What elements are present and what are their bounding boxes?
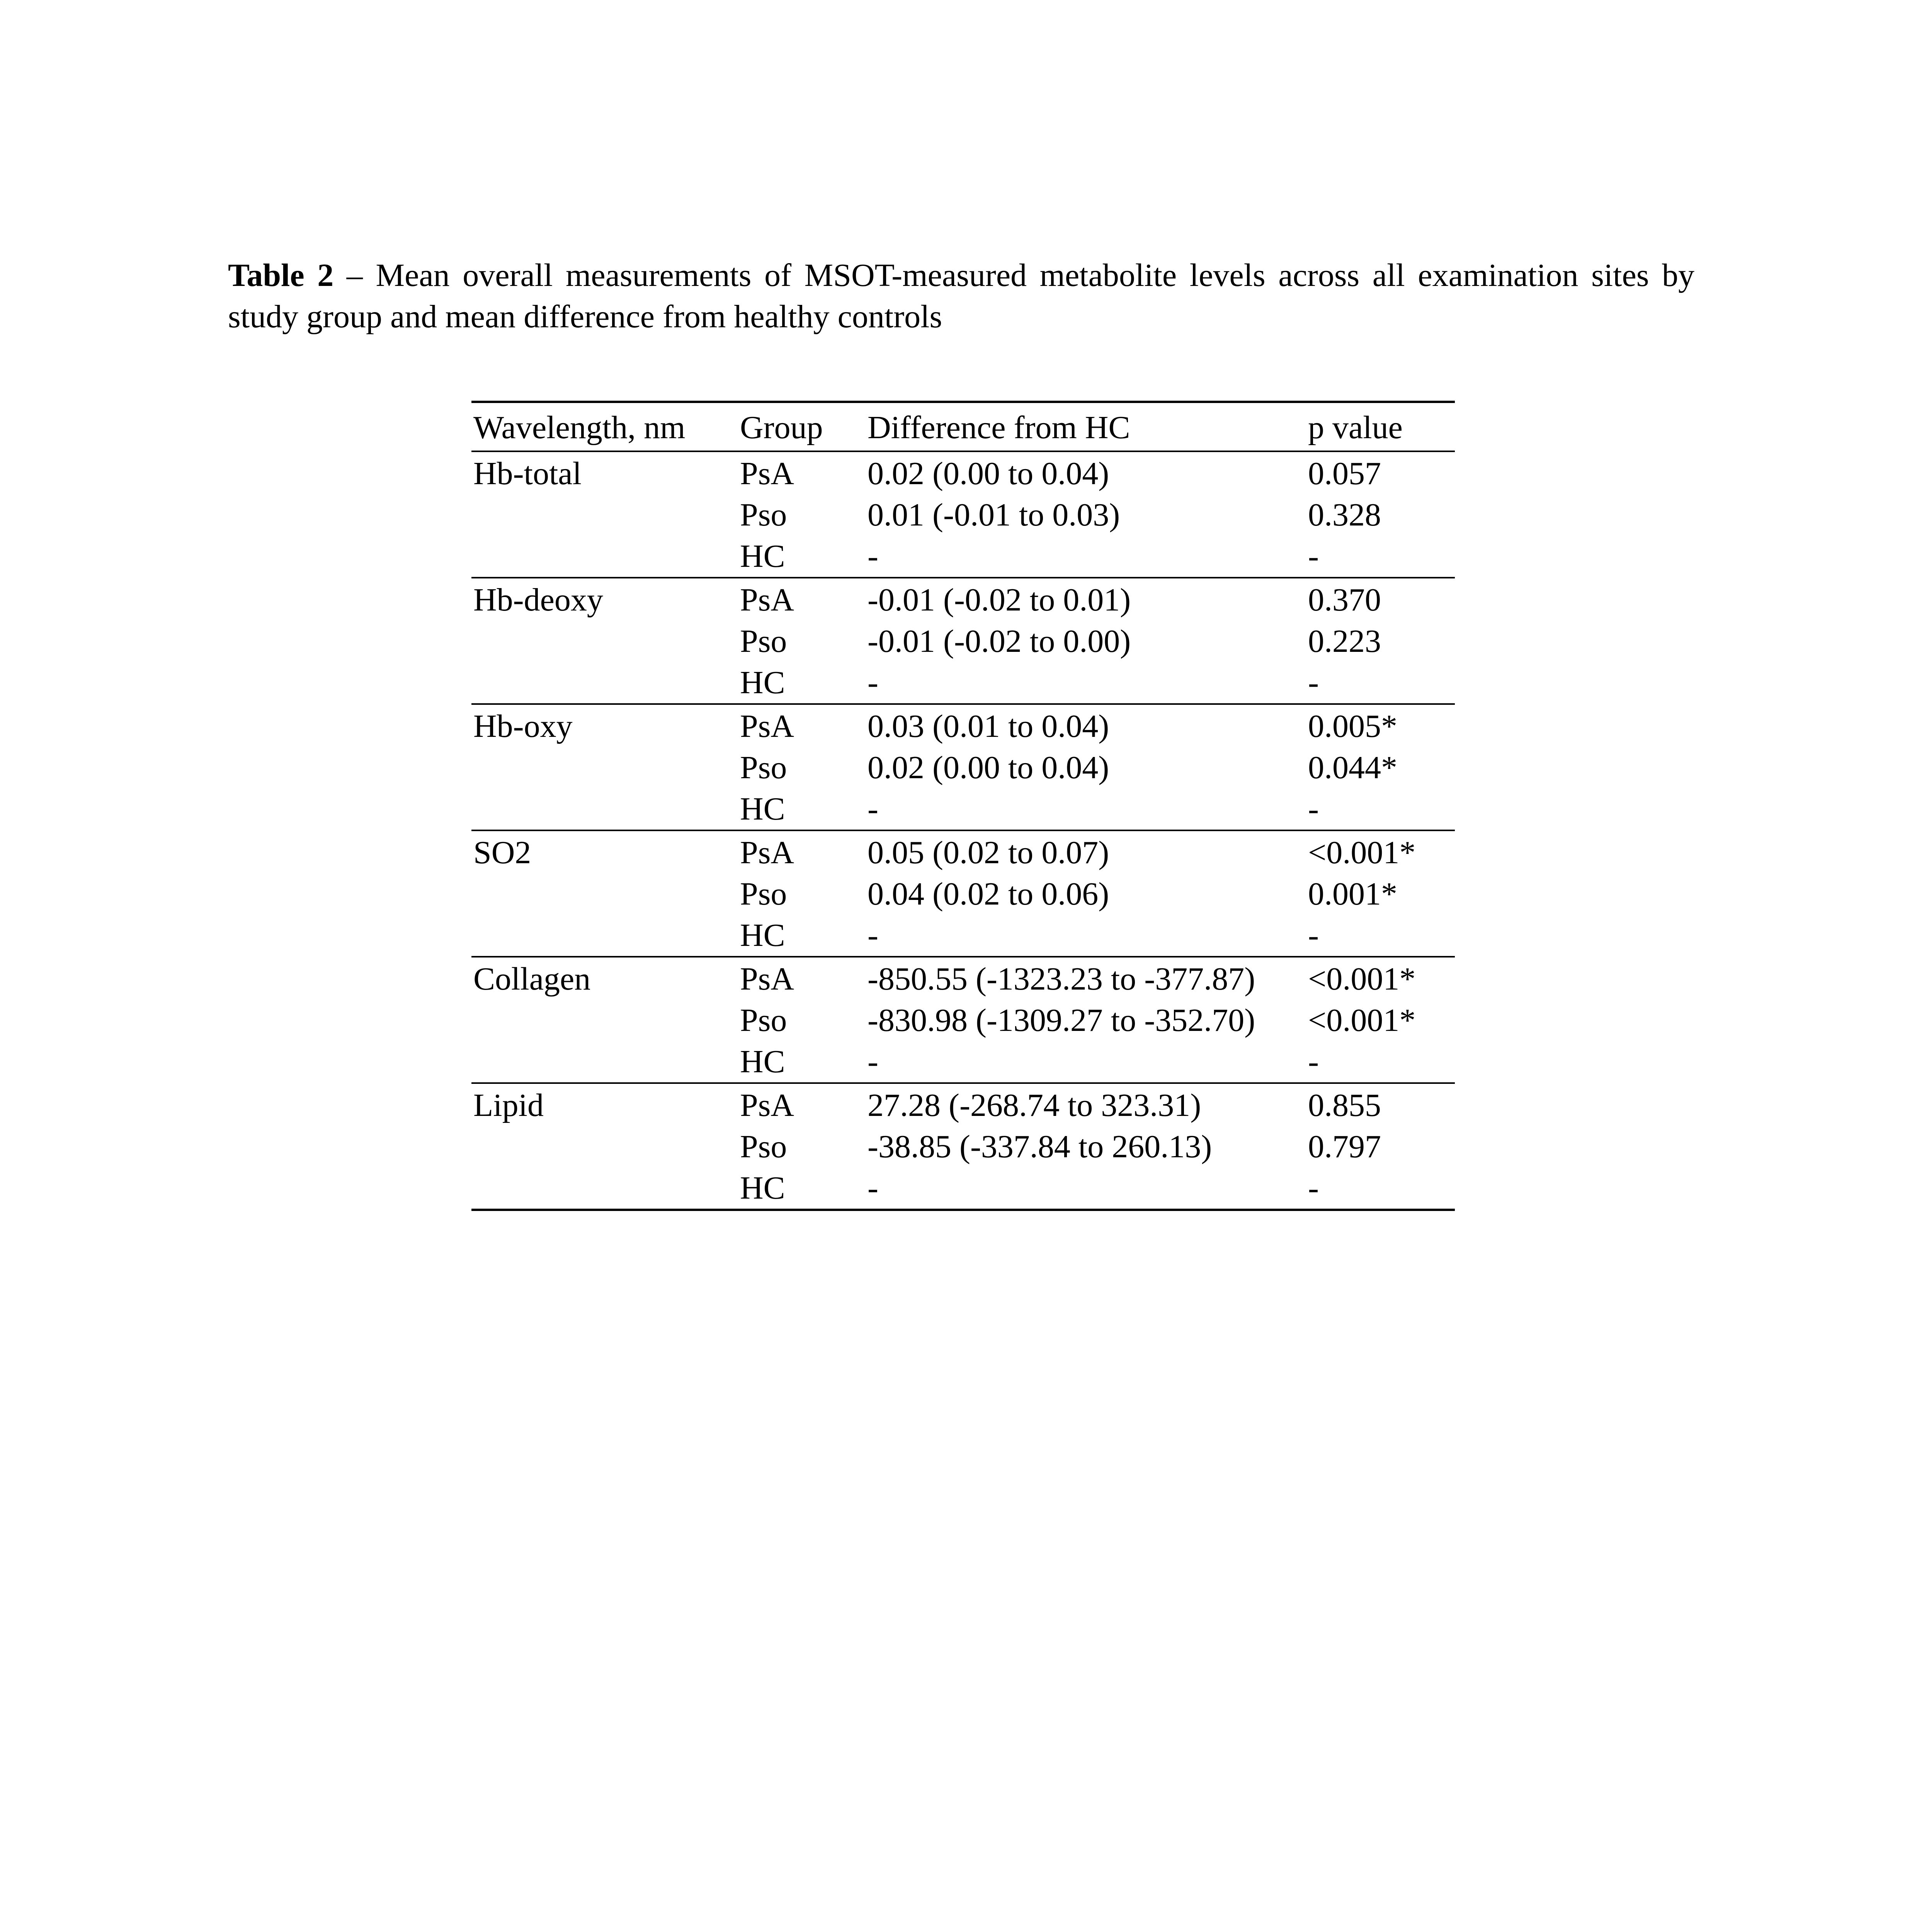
difference-cell: -	[866, 788, 1306, 830]
difference-cell: 0.05 (0.02 to 0.07)	[867, 835, 1109, 871]
header-difference: Difference from HC	[866, 402, 1306, 451]
table-caption	[228, 255, 1694, 337]
header-row	[471, 402, 1455, 451]
group-cell: Pso	[740, 876, 787, 912]
p-value-cell: -	[1306, 1041, 1455, 1083]
table-row	[471, 1000, 1455, 1041]
difference-cell: 0.02 (0.00 to 0.04)	[867, 750, 1109, 786]
measure-name: Hb-total	[473, 456, 582, 492]
difference-cell: -0.01 (-0.02 to 0.01)	[867, 582, 1131, 618]
results-table	[471, 401, 1455, 1211]
p-value-cell: -	[1306, 915, 1455, 957]
table-row	[471, 1167, 1455, 1210]
measure-name: Hb-deoxy	[473, 582, 603, 618]
p-value-cell: 0.044*	[1308, 750, 1397, 786]
group-cell: HC	[738, 536, 866, 578]
p-value-cell: -	[1306, 788, 1455, 830]
difference-cell: -850.55 (-1323.23 to -377.87)	[867, 961, 1255, 997]
table-row	[471, 704, 1455, 747]
group-cell: PsA	[740, 1087, 794, 1123]
group-cell: Pso	[740, 497, 787, 533]
p-value-cell: 0.370	[1308, 582, 1381, 618]
table-row	[471, 662, 1455, 704]
table-row	[471, 536, 1455, 578]
difference-cell: 0.01 (-0.01 to 0.03)	[867, 497, 1120, 533]
difference-cell: -	[866, 536, 1306, 578]
p-value-cell: 0.005*	[1308, 708, 1397, 744]
header-group: Group	[738, 402, 866, 451]
table-row	[471, 957, 1455, 1000]
table-row	[471, 494, 1455, 536]
difference-cell: -38.85 (-337.84 to 260.13)	[867, 1129, 1212, 1165]
group-cell: PsA	[740, 708, 794, 744]
group-cell: PsA	[740, 961, 794, 997]
table-row	[471, 873, 1455, 915]
table-row	[471, 830, 1455, 873]
group-cell: Pso	[740, 623, 787, 659]
table-row	[471, 1083, 1455, 1126]
difference-cell: -	[866, 1041, 1306, 1083]
difference-cell: -	[866, 662, 1306, 704]
measure-name: Hb-oxy	[473, 708, 573, 744]
p-value-cell: 0.855	[1308, 1087, 1381, 1123]
measure-name: SO2	[473, 835, 531, 871]
group-cell: PsA	[740, 835, 794, 871]
p-value-cell: -	[1306, 536, 1455, 578]
p-value-cell: 0.001*	[1308, 876, 1397, 912]
p-value-cell: 0.328	[1308, 497, 1381, 533]
table-label: Table 2	[228, 257, 334, 293]
group-cell: Pso	[740, 1002, 787, 1038]
table-row	[471, 788, 1455, 830]
group-cell: HC	[738, 662, 866, 704]
difference-cell: -830.98 (-1309.27 to -352.70)	[867, 1002, 1255, 1038]
p-value-cell: <0.001*	[1308, 961, 1416, 997]
p-value-cell: <0.001*	[1308, 1002, 1416, 1038]
group-cell: PsA	[740, 456, 794, 492]
table-row	[471, 1041, 1455, 1083]
measure-name: Collagen	[473, 961, 591, 997]
group-cell: HC	[738, 1167, 866, 1210]
difference-cell: 0.03 (0.01 to 0.04)	[867, 708, 1109, 744]
table-row	[471, 578, 1455, 621]
group-cell: HC	[738, 788, 866, 830]
p-value-cell: -	[1306, 662, 1455, 704]
group-cell: Pso	[740, 750, 787, 786]
difference-cell: 0.04 (0.02 to 0.06)	[867, 876, 1109, 912]
p-value-cell: 0.057	[1308, 456, 1381, 492]
table-row	[471, 621, 1455, 662]
difference-cell: -0.01 (-0.02 to 0.00)	[867, 623, 1131, 659]
group-cell: Pso	[740, 1129, 787, 1165]
measure-name: Lipid	[473, 1087, 544, 1123]
p-value-cell: <0.001*	[1308, 835, 1416, 871]
header-wavelength: Wavelength, nm	[471, 402, 738, 451]
table-row	[471, 747, 1455, 788]
table-row	[471, 915, 1455, 957]
difference-cell: 27.28 (-268.74 to 323.31)	[867, 1087, 1201, 1123]
difference-cell: -	[866, 915, 1306, 957]
table-row	[471, 451, 1455, 494]
group-cell: PsA	[740, 582, 794, 618]
p-value-cell: -	[1306, 1167, 1455, 1210]
group-cell: HC	[738, 915, 866, 957]
difference-cell: -	[866, 1167, 1306, 1210]
header-p-value: p value	[1306, 402, 1455, 451]
table-row	[471, 1126, 1455, 1167]
group-cell: HC	[738, 1041, 866, 1083]
p-value-cell: 0.797	[1308, 1129, 1381, 1165]
p-value-cell: 0.223	[1308, 623, 1381, 659]
difference-cell: 0.02 (0.00 to 0.04)	[867, 456, 1109, 492]
caption-text: – Mean overall measurements of MSOT-measured metabolite levels across all examination sites by study group and mean difference from healthy controls	[228, 257, 1694, 335]
